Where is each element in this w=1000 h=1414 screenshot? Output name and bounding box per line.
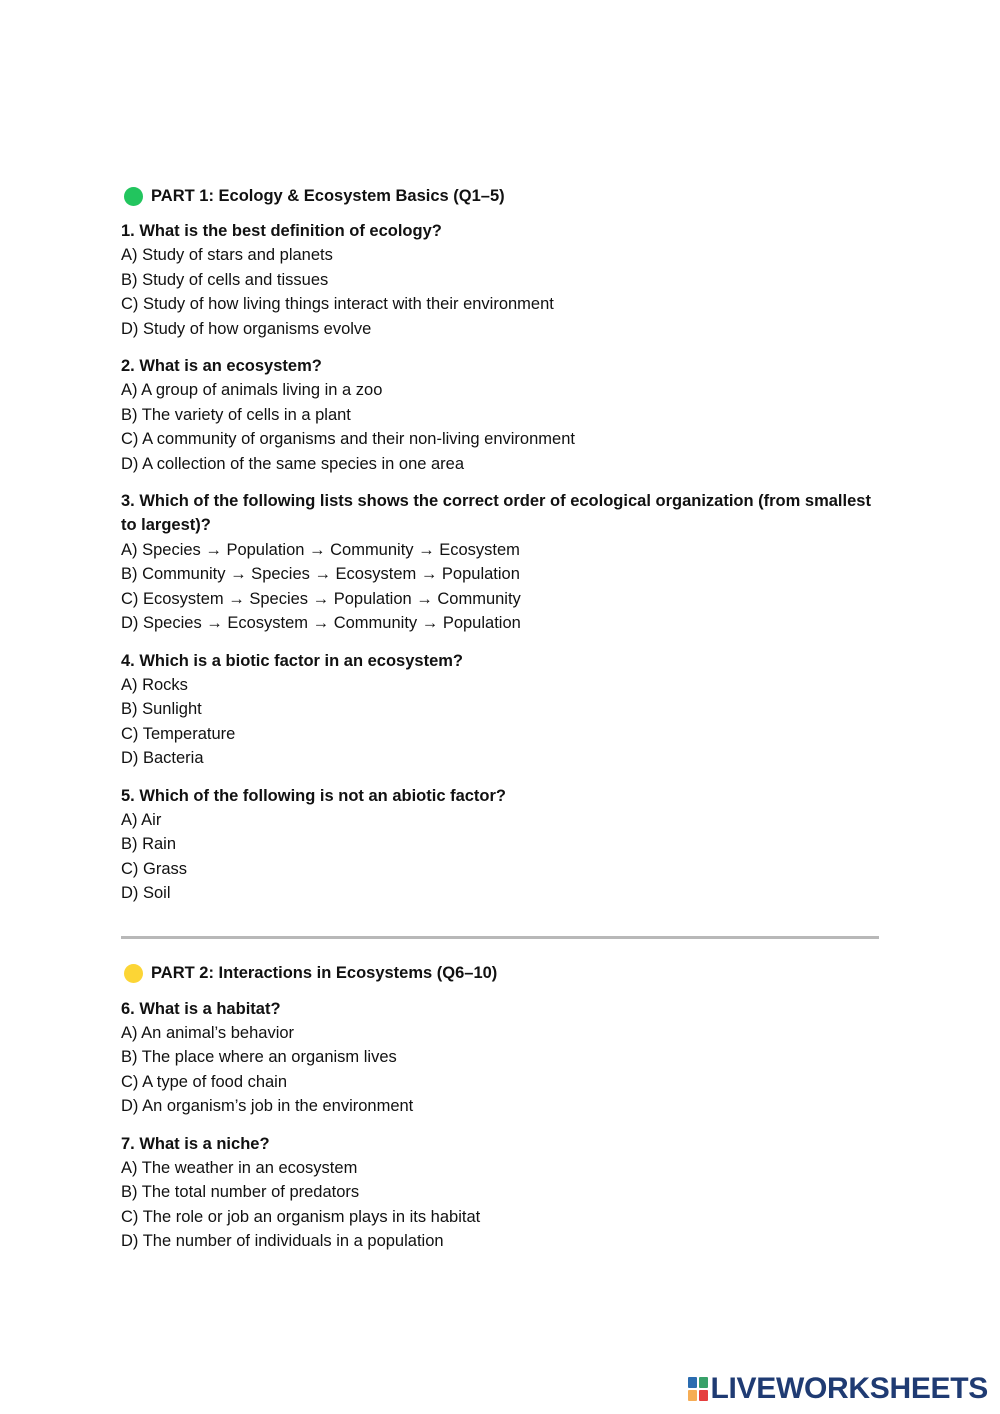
question-text: 2. What is an ecosystem? bbox=[121, 357, 322, 376]
question-text: 7. What is a niche? bbox=[121, 1134, 270, 1153]
yellow-circle-icon bbox=[124, 964, 143, 983]
answer-option[interactable]: A) Study of stars and planets bbox=[121, 246, 333, 265]
question-6 bbox=[121, 997, 881, 1119]
answer-option[interactable]: C) Temperature bbox=[121, 724, 236, 743]
answer-option[interactable]: C) A type of food chain bbox=[121, 1072, 288, 1091]
answer-option[interactable]: B) Community → Species → Ecosystem → Population bbox=[121, 565, 520, 584]
answer-option[interactable]: B) The total number of predators bbox=[121, 1183, 360, 1202]
question-text: 6. What is a habitat? bbox=[121, 999, 281, 1018]
question-7 bbox=[121, 1132, 881, 1254]
answer-option[interactable]: A) An animal’s behavior bbox=[121, 1023, 295, 1042]
answer-option[interactable]: D) Study of how organisms evolve bbox=[121, 319, 372, 338]
answer-option[interactable]: A) Rocks bbox=[121, 675, 188, 694]
answer-option[interactable]: D) The number of individuals in a population bbox=[121, 1232, 444, 1251]
part-heading bbox=[121, 183, 881, 209]
answer-option[interactable]: C) The role or job an organism plays in its habitat bbox=[121, 1207, 481, 1226]
answer-option[interactable]: C) Ecosystem → Species → Population → Community bbox=[121, 589, 521, 608]
logo-text: LIVEWORKSHEETS bbox=[710, 1372, 988, 1405]
answer-option[interactable]: D) Species → Ecosystem → Community → Population bbox=[121, 614, 521, 633]
answer-option[interactable]: B) Rain bbox=[121, 835, 177, 854]
question-text: 1. What is the best definition of ecology? bbox=[121, 222, 442, 240]
question-2 bbox=[121, 354, 881, 476]
part-title: PART 1: Ecology & Ecosystem Basics (Q1–5) bbox=[151, 186, 505, 205]
question-text: 4. Which is a biotic factor in an ecosystem? bbox=[121, 651, 464, 670]
question-text: 5. Which of the following is not an abiotic factor? bbox=[121, 786, 506, 805]
answer-option[interactable]: A) A group of animals living in a zoo bbox=[121, 381, 383, 400]
logo-mark-icon bbox=[688, 1377, 708, 1401]
answer-option[interactable]: B) Study of cells and tissues bbox=[121, 270, 329, 289]
question-1 bbox=[121, 219, 881, 341]
part-title: PART 2: Interactions in Ecosystems (Q6–10) bbox=[151, 964, 498, 983]
question-5 bbox=[121, 784, 881, 906]
section-divider bbox=[121, 936, 879, 939]
answer-option[interactable]: D) An organism’s job in the environment bbox=[121, 1097, 414, 1116]
answer-option[interactable]: D) Soil bbox=[121, 884, 171, 903]
answer-option[interactable]: A) Species → Population → Community → Ecosystem bbox=[121, 540, 520, 559]
question-3 bbox=[121, 489, 881, 635]
answer-option[interactable]: D) A collection of the same species in one area bbox=[121, 454, 465, 473]
part-heading bbox=[121, 961, 881, 987]
answer-option[interactable]: C) A community of organisms and their non-living environment bbox=[121, 430, 575, 449]
answer-option[interactable]: C) Grass bbox=[121, 859, 187, 878]
part-1-section bbox=[121, 183, 881, 906]
answer-option[interactable]: D) Bacteria bbox=[121, 749, 204, 768]
answer-option[interactable]: B) The place where an organism lives bbox=[121, 1048, 397, 1067]
answer-option[interactable]: B) Sunlight bbox=[121, 700, 202, 719]
question-text: 3. Which of the following lists shows the correct order of ecological organization (from smallest to largest)? bbox=[121, 492, 871, 535]
worksheet bbox=[121, 183, 881, 1267]
question-4 bbox=[121, 649, 881, 771]
green-circle-icon bbox=[124, 187, 143, 206]
part-2-section bbox=[121, 961, 881, 1254]
liveworksheets-logo[interactable] bbox=[688, 1372, 989, 1406]
answer-option[interactable]: A) The weather in an ecosystem bbox=[121, 1159, 358, 1177]
answer-option[interactable]: A) Air bbox=[121, 810, 162, 829]
answer-option[interactable]: B) The variety of cells in a plant bbox=[121, 405, 351, 424]
answer-option[interactable]: C) Study of how living things interact with their environment bbox=[121, 295, 554, 314]
